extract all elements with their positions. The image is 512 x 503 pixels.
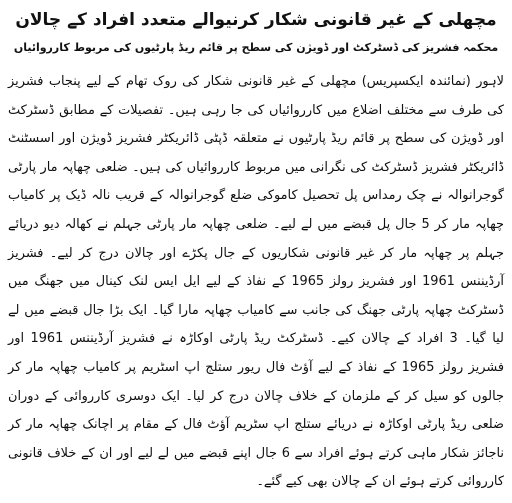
article-subheadline: محکمہ فشریز کی ڈسٹرکٹ اور ڈویژن کی سطح پر قائم ریڈ پارٹیوں کی مربوط کارروائیاں [13,41,499,54]
article-body: لاہور (نمائندہ ایکسپریس) مچھلی کے غیر قانونی شکار کی روک تھام کے لیے پنجاب فشریز کی طرف سے مختلف اضلاع میں کارروائیاں کی جا رہی ہیں۔ تفصیلات کے مطابق ڈسٹرکٹ اور ڈویژن کی سطح پر قائم ریڈ پارٹیوں نے متعلقہ ڈپٹی ڈائریکٹر فشریز ڈویژن اور اسسٹنٹ ڈائریکٹر فشریز ڈسٹرکٹ کی نگرانی میں مربوط کارروائیاں کی ہیں۔ ضلعی چھاپہ مار پارٹی گوجرانوالہ نے چک رمداس پل تحصیل کاموکی ضلع گوجرانوالہ کے قریب نالہ ڈیک پر کامیاب چھاپہ مار کر 5 جال پل قبضے میں لے لیے۔ ضلعی چھاپہ مار پارٹی جہلم نے کھالہ دیو دریائے جہلم پر چھاپہ مار کر غیر قانونی شکاریوں کے جال پکڑے اور چالان درج کر لیے۔ فشریز آرڈیننس 1961 اور فشریز رولز 1965 کے نفاذ کے لیے ایل ایس لنک کینال میں جھنگ میں ڈسٹرکٹ چھاپہ پارٹی جھنگ کی جانب سے کامیاب چھاپہ مارا گیا۔ ایک بڑا جال قبضے میں لے لیا گیا۔ 3 افراد کے چالان کیے۔ ڈسٹرکٹ ریڈ پارٹی اوکاڑہ نے فشریز آرڈیننس 1961 اور فشریز رولز 1965 کے نفاذ کے لیے آؤٹ فال ریور ستلج اپ اسٹریم پر کامیاب چھاپہ مار کر جالوں کو سیل کر کے ملزمان کے خلاف چالان درج کر لیا۔ ایک دوسری کارروائی کے دوران ضلعی ریڈ پارٹی اوکاڑہ نے دریائے ستلج اپ سٹریم آؤٹ فال کے مقام پر اچانک چھاپہ مار کر ناجائز شکار ماہی کرتے ہوئے افراد سے 6 جال اپنے قبضے میں لے لیے اور ان کے خلاف قانونی کارروائی کرتے ہوئے ان کے چالان بھی کیے گئے۔ [8,74,504,490]
article-headline: مچھلی کے غیر قانونی شکار کرنیوالے متعدد افراد کے چالان [15,10,497,30]
